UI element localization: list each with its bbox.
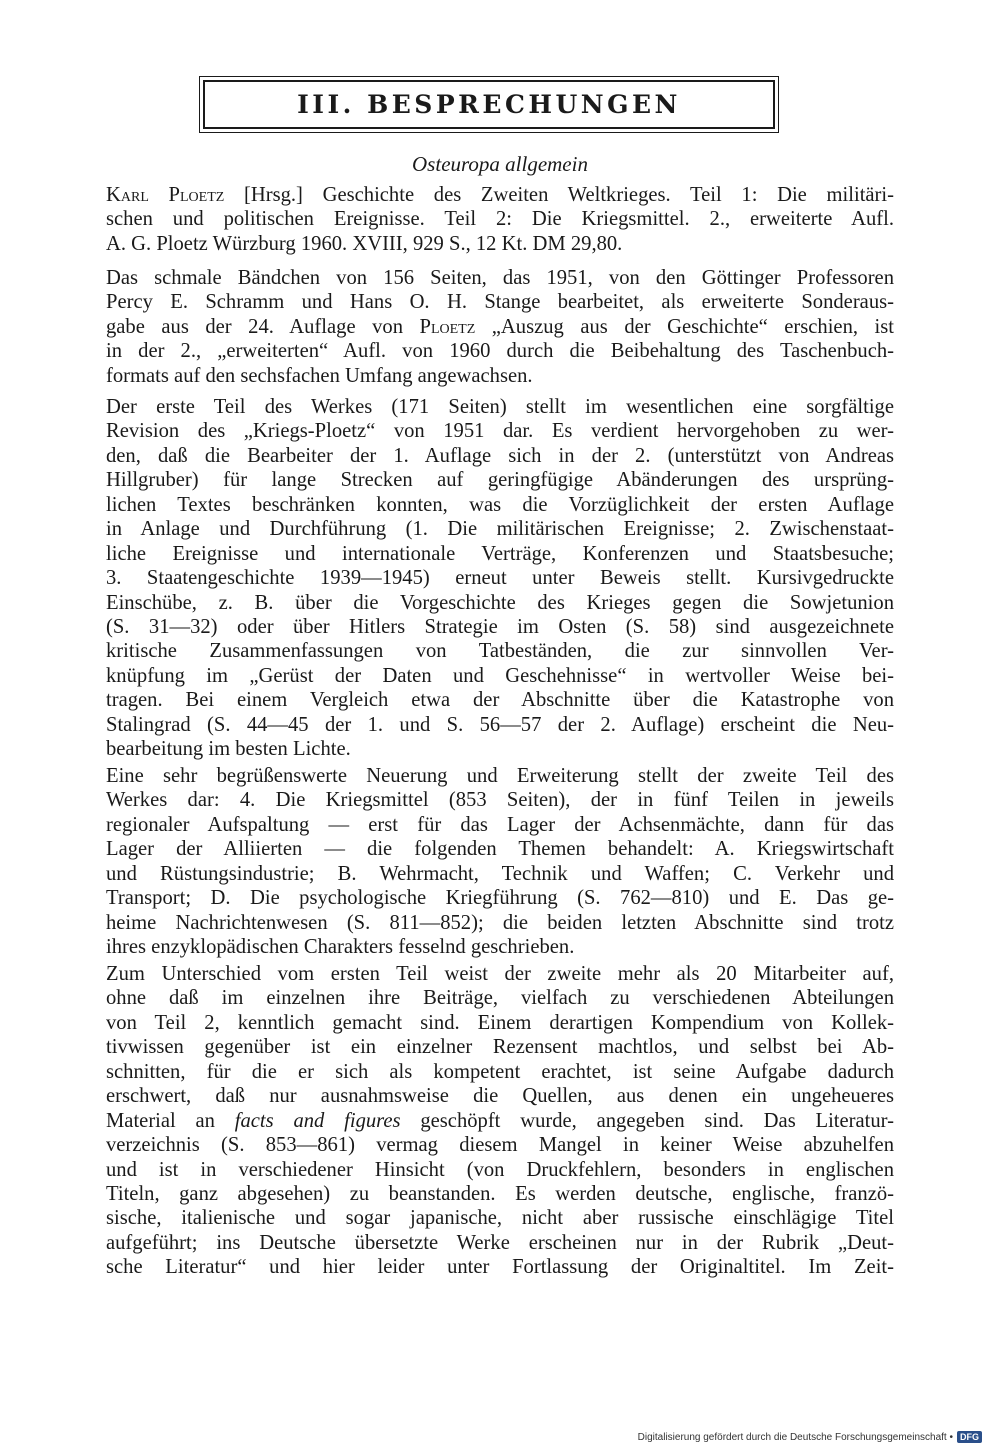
citation-line: A. G. Ploetz Würzburg 1960. XVIII, 929 S., 12 Kt. DM 29,80. [106, 232, 623, 255]
text-line: 3. Staatengeschichte 1939—1945) erneut unter Beweis stellt. Kursivgedruckte [106, 567, 894, 590]
text-line: (S. 31—32) oder über Hitlers Strategie im Osten (S. 58) sind ausgezeichnete [106, 615, 894, 638]
text-line: in der 2., „erweiterten“ Aufl. von 1960 durch die Beibehaltung des Taschenbuch- [106, 340, 894, 363]
citation-line: Karl Ploetz [Hrsg.] Geschichte des Zweiten Weltkrieges. Teil 1: Die militäri- [106, 184, 894, 206]
text-line: Eine sehr begrüßenswerte Neuerung und Erweiterung stellt der zweite Teil des [106, 765, 894, 787]
paragraph-1 [106, 266, 894, 388]
text-line: und Rüstungsindustrie; B. Wehrmacht, Technik und Waffen; C. Verkehr und [106, 862, 894, 885]
text-line: Hillgruber) für lange Strecken auf geringfügige Abänderungen des ursprüng- [106, 469, 894, 492]
italic-phrase: facts and figures [234, 1109, 401, 1132]
text-line: Revision des „Kriegs-Ploetz“ von 1951 dar. Es verdient hervorgehoben zu wer- [106, 420, 894, 443]
text-line: den, daß die Bearbeiter der 1. Auflage sich in der 2. (unterstützt von Andreas [106, 444, 894, 467]
citation-author: Karl Ploetz [106, 184, 225, 206]
text-line: sche Literatur“ und hier leider unter Fortlassung der Originaltitel. Im Zeit- [106, 1256, 894, 1279]
text-line: Zum Unterschied vom ersten Teil weist der zweite mehr als 20 Mitarbeiter auf, [106, 963, 894, 985]
text-line: Percy E. Schramm und Hans O. H. Stange bearbeitet, als erweiterte Sonderaus- [106, 291, 894, 314]
text-line: Lager der Alliierten — die folgenden Themen behandelt: A. Kriegswirtschaft [106, 838, 894, 861]
text-line: bearbeitung im besten Lichte. [106, 738, 351, 761]
text-line: Einschübe, z. B. über die Vorgeschichte des Krieges gegen die Sowjetunion [106, 591, 894, 614]
text-line: schnitten, für die er sich als kompetent erachtet, ist seine Aufgabe dadurch [106, 1060, 894, 1083]
text-line: ohne daß im einzelnen ihre Beiträge, vielfach zu verschiedenen Abteilungen [106, 987, 894, 1010]
text-line: Das schmale Bändchen von 156 Seiten, das 1951, von den Göttinger Professoren [106, 267, 894, 289]
footer-text: Digitalisierung gefördert durch die Deutsche Forschungsgemeinschaft • [637, 1431, 953, 1443]
text-line: und ist in verschiedener Hinsicht (von Druckfehlern, besonders in englischen [106, 1158, 894, 1181]
text-line: tivwissen gegenüber ist ein einzelner Rezensent machtlos, und selbst bei Ab- [106, 1036, 894, 1059]
digitization-footer [638, 1431, 982, 1443]
text-line: gabe aus der 24. Auflage von Ploetz „Auszug aus der Geschichte“ erschien, ist [106, 315, 894, 338]
text-line: tragen. Bei einem Vergleich etwa der Abschnitte über die Katastrophe von [106, 689, 894, 712]
section-heading-box [203, 80, 775, 129]
text-line: in Anlage und Durchführung (1. Die militärischen Ereignisse; 2. Zwischenstaat- [106, 518, 894, 541]
subheading: Osteuropa allgemein [412, 152, 588, 176]
text-line: Transport; D. Die psychologische Kriegführung (S. 762—810) und E. Das ge- [106, 887, 894, 910]
ploetz-smallcaps: Ploetz [419, 315, 476, 338]
text-line: Der erste Teil des Werkes (171 Seiten) stellt im wesentlichen eine sorgfältige [106, 396, 894, 418]
text-line: knüpfung im „Gerüst der Daten und Geschehnisse“ in wertvoller Weise bei- [106, 664, 894, 687]
text-line: ihres enzyklopädischen Charakters fesselnd geschrieben. [106, 936, 575, 959]
text-line: liche Ereignisse und internationale Verträge, Konferenzen und Staatsbesuche; [106, 542, 894, 565]
paragraph-3 [106, 764, 894, 960]
citation-line: schen und politischen Ereignisse. Teil 2: Die Kriegsmittel. 2., erweiterte Aufl. [106, 208, 894, 231]
text-line: formats auf den sechsfachen Umfang angewachsen. [106, 364, 533, 387]
citation [106, 183, 894, 256]
section-title: III. BESPRECHUNGEN [297, 90, 681, 119]
text-line: Werkes dar: 4. Die Kriegsmittel (853 Seiten), der in fünf Teilen in jeweils [106, 789, 894, 812]
text-line: erschwert, daß nur ausnahmsweise die Quellen, aus denen ein ungeheueres [106, 1085, 894, 1108]
text-line: verzeichnis (S. 853—861) vermag diesem Mangel in keiner Weise abzuhelfen [106, 1134, 894, 1157]
text-line: sische, italienische und sogar japanische, nicht aber russische einschlägige Titel [106, 1207, 894, 1230]
paragraph-4 [106, 962, 894, 1280]
text-line: Titeln, ganz abgesehen) zu beanstanden. Es werden deutsche, englische, franzö- [106, 1182, 894, 1205]
text-line: kritische Zusammenfassungen von Tatbeständen, die zur sinnvollen Ver- [106, 640, 894, 663]
dfg-logo: DFG [957, 1431, 982, 1443]
text-line: Stalingrad (S. 44—45 der 1. und S. 56—57 der 2. Auflage) erscheint die Neu- [106, 713, 894, 736]
text-line: aufgeführt; ins Deutsche übersetzte Werke erscheinen nur in der Rubrik „Deut- [106, 1231, 894, 1254]
paragraph-2 [106, 395, 894, 762]
text-line: regionaler Aufspaltung — erst für das Lager der Achsenmächte, dann für das [106, 813, 894, 836]
text-line: heime Nachrichtenwesen (S. 811—852); die beiden letzten Abschnitte sind trotz [106, 911, 894, 934]
text-line: von Teil 2, kenntlich gemacht sind. Einem derartigen Kompendium von Kollek- [106, 1011, 894, 1034]
text-line: Material an facts and figures geschöpft wurde, angegeben sind. Das Literatur- [106, 1109, 894, 1132]
text-line: lichen Textes beschränken konnten, was die Vorzüglichkeit der ersten Auflage [106, 493, 894, 516]
